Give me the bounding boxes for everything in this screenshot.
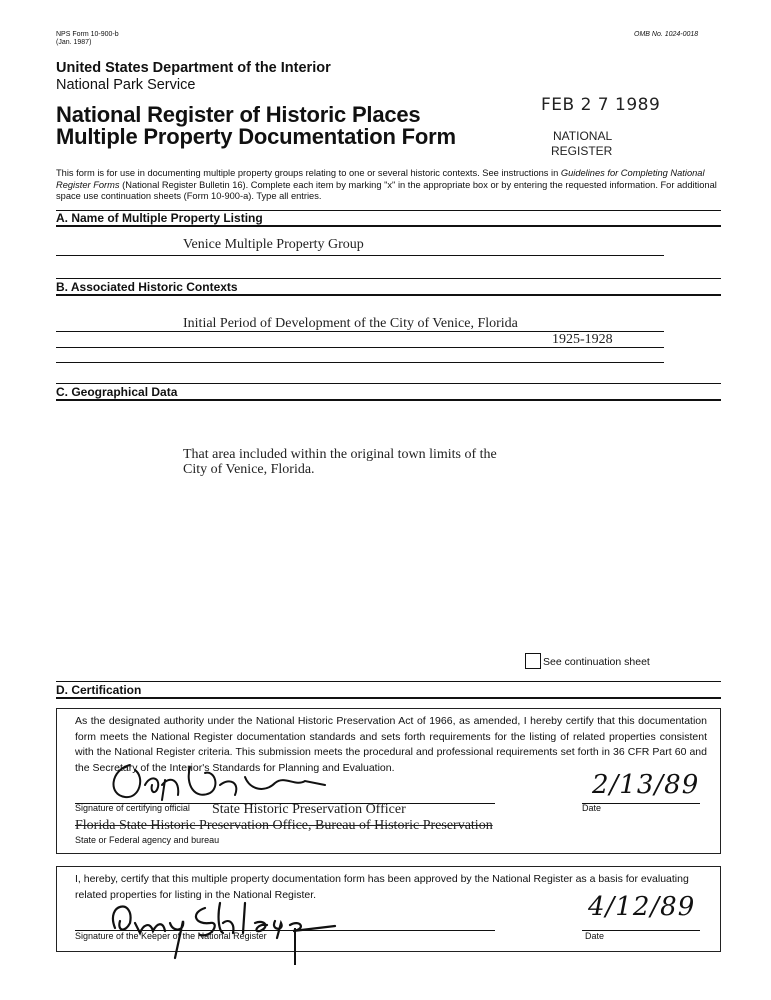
section-c-title: C. Geographical Data: [56, 385, 178, 399]
agency-name: Florida State Historic Preservation Office, Bureau of Historic Preservation: [75, 818, 493, 833]
historic-context-line2: 1925-1928: [552, 332, 613, 347]
section-c-rule: [56, 399, 721, 401]
property-listing-name: Venice Multiple Property Group: [183, 237, 364, 252]
section-b-field-line2: [56, 347, 664, 348]
form-date: (Jan. 1987): [56, 39, 92, 46]
instructions-text: [56, 168, 721, 203]
form-number: NPS Form 10-900-b: [56, 31, 119, 38]
section-b-rule: [56, 294, 721, 296]
omb-number: OMB No. 1024-0018: [634, 31, 699, 38]
continuation-sheet-label: See continuation sheet: [543, 656, 650, 668]
agency-caption: State or Federal agency and bureau: [75, 835, 220, 845]
received-stamp-line2: REGISTER: [551, 144, 613, 158]
section-d-rule: [56, 697, 721, 699]
certification-statement: As the designated authority under the National Historic Preservation Act of 1966, as amended, I hereby certify that this documentation form meets the National Register documentation standards and sets forth requirements for the listing of related properties consistent with the National Register criteria. This submission meets the procedural and professional requirements set forth in 36 CFR Part 60 and the Secretary of the Interior's Standards for Planning and Evaluation.: [75, 715, 707, 774]
section-a-field-line: [56, 255, 664, 256]
section-a-title: A. Name of Multiple Property Listing: [56, 211, 263, 225]
geographical-data-line1: That area included within the original town limits of the: [183, 447, 497, 462]
department-name: United States Department of the Interior: [56, 60, 331, 76]
form-title-line2: Multiple Property Documentation Form: [56, 124, 456, 149]
section-b-title: B. Associated Historic Contexts: [56, 280, 238, 294]
section-d-top-rule: [56, 681, 721, 682]
section-b-field-line3: [56, 362, 664, 363]
service-name: National Park Service: [56, 77, 196, 93]
section-c-top-rule: [56, 383, 721, 384]
instructions-part2: (National Register Bulletin 16). Complete each item by marking "x" in the appropriate box or by entering the requested information. For additional space use continuation sheets (Form 10-900-a). Type all entries.: [56, 179, 717, 201]
keeper-date-caption: Date: [585, 931, 605, 941]
received-stamp-line1: NATIONAL: [553, 129, 613, 143]
official-title: State Historic Preservation Officer: [212, 802, 406, 817]
certify-date: 2/13/89: [592, 770, 700, 800]
signature-caption: Signature of certifying official: [75, 803, 190, 813]
received-stamp-date: FEB 2 7 1989: [541, 95, 661, 115]
keeper-signature-caption: Signature of the Keeper of the National Register: [75, 931, 267, 941]
date-caption: Date: [582, 803, 602, 813]
continuation-sheet-checkbox[interactable]: [525, 653, 541, 669]
section-d-title: D. Certification: [56, 683, 142, 697]
geographical-data-line2: City of Venice, Florida.: [183, 462, 315, 477]
section-a-rule: [56, 225, 721, 227]
keeper-statement: I, hereby, certify that this multiple property documentation form has been approved by the National Register as a basis for evaluating related properties for listing in the National Register.: [75, 873, 689, 901]
keeper-date: 4/12/89: [588, 892, 696, 922]
instructions-part1: This form is for use in documenting multiple property groups relating to one or several historic contexts. See instructions in: [56, 168, 561, 178]
form-title-line1: National Register of Historic Places: [56, 102, 421, 127]
instructions-guidelines-title: Guidelines for Completing National Register Forms: [56, 168, 705, 190]
section-b-top-rule: [56, 278, 721, 279]
historic-context-line1: Initial Period of Development of the City of Venice, Florida: [183, 316, 518, 331]
